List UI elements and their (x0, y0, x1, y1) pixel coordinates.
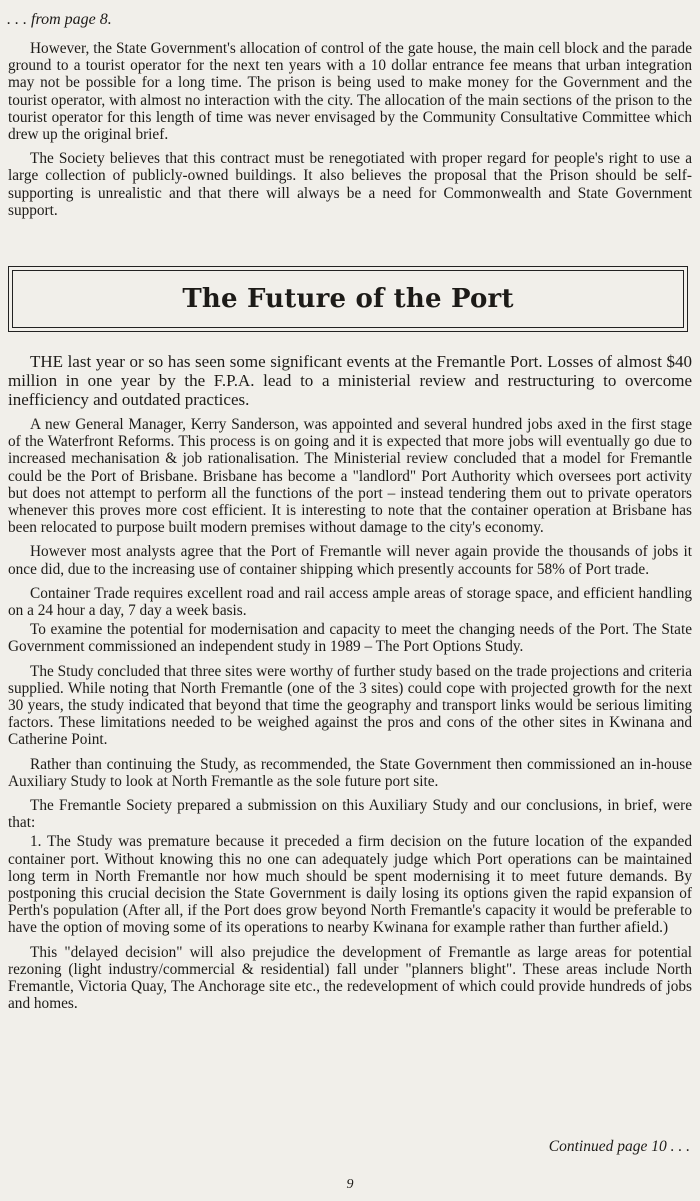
from-page-note: . . . from page 8. (7, 11, 112, 28)
continued-note: Continued page 10 . . . (548, 1138, 690, 1155)
article-paragraph: Container Trade requires excellent road and rail access ample areas of storage space, and efficient handling on a 24 hour a day, 7 day a week basis. (8, 584, 692, 620)
page-number: 9 (346, 1177, 354, 1192)
intro-paragraph: However, the State Government's allocation of control of the gate house, the main cell block and the parade ground to a tourist operator for the next ten years with a 10 dollar entrance fee means that urban integration may not be possible for a long time. The prison is being used to make money for the Government and the tourist operator, with almost no interaction with the city. The allocation of the main sections of the prison to the tourist operator for this length of time was never envisaged by the Community Consultative Committee which drew up the original brief. (8, 40, 692, 144)
intro-section (8, 40, 692, 226)
article-paragraph: 1. The Study was premature because it preceded a firm decision on the future location of the expanded container port. Without knowing this no one can adequately judge which Port operations can be maintained long term in North Fremantle nor how much should be spent modernising it to meet future demands. By postponing this crucial decision the State Government is daily losing its options given the rapid expansion of Perth's population (After all, if the Port does grow beyond North Fremantle's capacity it would be preferable to have the option of moving some of its operations to nearby Kwinana for example rather than further afield.) (8, 833, 692, 937)
headline-inner-frame (12, 270, 684, 328)
article-headline: The Future of the Port (182, 284, 514, 314)
article-paragraph: A new General Manager, Kerry Sanderson, was appointed and several hundred jobs axed in the first stage of the Waterfront Reforms. This process is on going and it is expected that more jobs will eventually go due to increased mechanisation & job rationalisation. The Ministerial review concluded that a model for Fremantle could be the Port of Brisbane. Brisbane has become a "landlord" Port Authority which oversees port activity but does not attempt to perform all the functions of the port – instead tendering them out to private operators whenever this proves more cost efficient. It is interesting to note that the container operation at Brisbane has been relocated to purpose built modern premises without damage to the city's economy. (8, 416, 692, 537)
article-paragraph: To examine the potential for modernisation and capacity to meet the changing needs of the Port. The State Government commissioned an independent study in 1989 – The Port Options Study. (8, 621, 692, 656)
headline-box (8, 266, 688, 332)
article-paragraph: The Study concluded that three sites were worthy of further study based on the trade projections and criteria supplied. While noting that North Fremantle (one of the 3 sites) could cope with projected growth for the next 30 years, the study indicated that beyond that time the geography and transport links would be serious limiting factors. These limitations needed to be weighed against the pros and cons of the other sites in Kwinana and Catherine Point. (8, 662, 692, 749)
article-paragraph: This "delayed decision" will also prejudice the development of Fremantle as large areas for potential rezoning (light industry/commercial & residential) fall under "planners blight". These areas include North Fremantle, Victoria Quay, The Anchorage site etc., the redevelopment of which could provide hundreds of jobs and homes. (8, 943, 692, 1013)
article-paragraph: The Fremantle Society prepared a submission on this Auxiliary Study and our conclusions, in brief, were that: (8, 797, 692, 832)
article-paragraph: THE last year or so has seen some significant events at the Fremantle Port. Losses of almost $40 million in one year by the F.P.A. lead to a ministerial review and restructuring to overcome inefficiency and outdated practices. (8, 352, 692, 409)
article-paragraph: However most analysts agree that the Port of Fremantle will never again provide the thousands of jobs it once did, due to the increasing use of container shipping which presently accounts for 58% of Port trade. (8, 543, 692, 578)
intro-paragraph: The Society believes that this contract must be renegotiated with proper regard for people's right to use a large collection of publicly-owned buildings. It also believes the proposal that the Prison should be self-supporting is unrealistic and that there will always be a need for Commonwealth and State Government support. (8, 150, 692, 219)
article-paragraph: Rather than continuing the Study, as recommended, the State Government then commissioned an in-house Auxiliary Study to look at North Fremantle as the sole future port site. (8, 755, 692, 790)
article-body (8, 352, 692, 1020)
